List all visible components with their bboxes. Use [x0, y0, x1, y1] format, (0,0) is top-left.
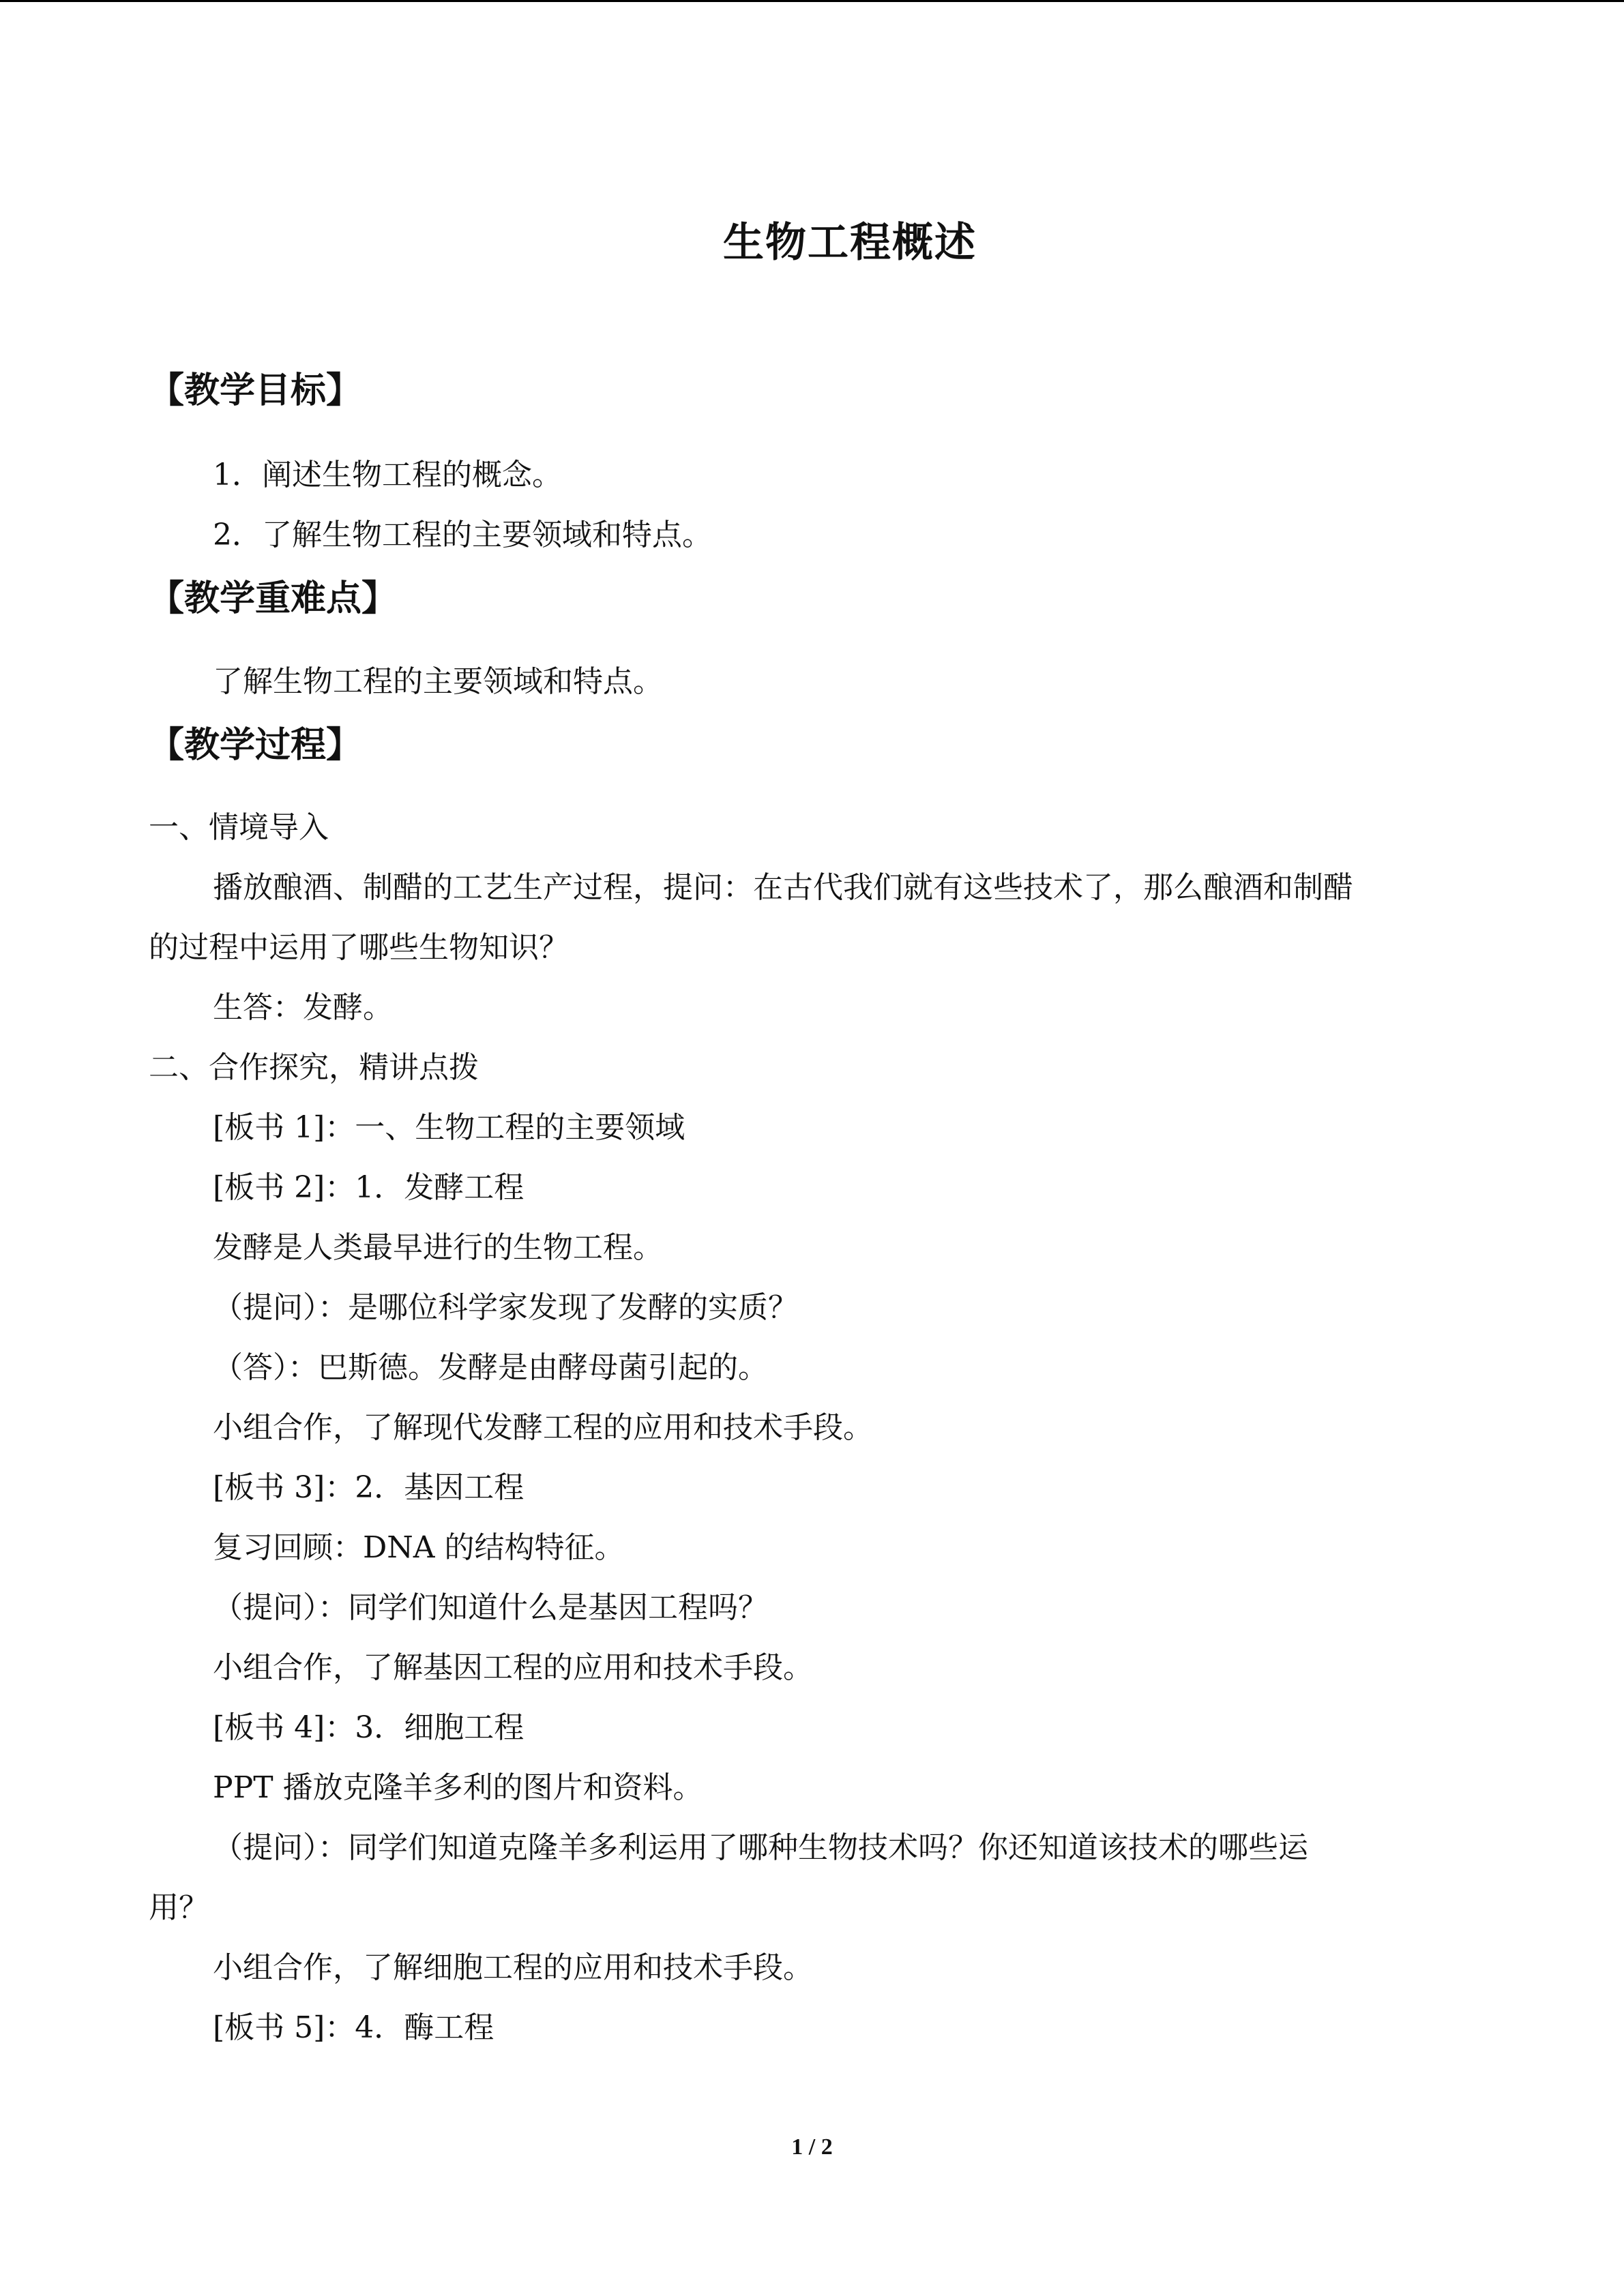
paragraph-line: 用？ [149, 1890, 209, 1925]
question-line: （提问）：同学们知道克隆羊多利运用了哪种生物技术吗？你还知道该技术的哪些运 [213, 1830, 1308, 1865]
paragraph-line: 的过程中运用了哪些生物知识？ [149, 930, 569, 965]
answer-line: （答）：巴斯德。发酵是由酵母菌引起的。 [213, 1350, 768, 1385]
paragraph-line: 发酵是人类最早进行的生物工程。 [213, 1230, 663, 1265]
paragraph-line: 小组合作，了解基因工程的应用和技术手段。 [213, 1650, 813, 1685]
heading-process: 【教学过程】 [149, 725, 362, 766]
paragraph-line: 复习回顾：DNA 的结构特征。 [213, 1530, 625, 1565]
document-title: 生物工程概述 [723, 219, 977, 267]
board-note: [板书 4]：3．细胞工程 [213, 1710, 525, 1745]
question-line: （提问）：是哪位科学家发现了发酵的实质？ [213, 1290, 798, 1325]
question-line: （提问）：同学们知道什么是基因工程吗？ [213, 1590, 768, 1625]
key-point-text: 了解生物工程的主要领域和特点。 [213, 664, 663, 699]
objective-item: 2．了解生物工程的主要领域和特点。 [213, 518, 712, 552]
board-note: [板书 5]：4．酶工程 [213, 2010, 494, 2045]
section-heading: 一、情境导入 [149, 810, 329, 845]
paragraph-line: 生答：发酵。 [213, 990, 393, 1025]
board-note: [板书 1]：一、生物工程的主要领域 [213, 1110, 685, 1145]
page-number: 1 / 2 [791, 2134, 833, 2160]
paragraph-line: 小组合作，了解细胞工程的应用和技术手段。 [213, 1950, 813, 1985]
board-note: [板书 2]：1．发酵工程 [213, 1170, 525, 1205]
heading-objectives: 【教学目标】 [149, 370, 362, 411]
paragraph-line: 播放酿酒、制醋的工艺生产过程，提问：在古代我们就有这些技术了，那么酿酒和制醋 [213, 870, 1353, 905]
paragraph-line: PPT 播放克隆羊多利的图片和资料。 [213, 1770, 703, 1805]
objective-item: 1．阐述生物工程的概念。 [213, 458, 562, 492]
section-heading: 二、合作探究，精讲点拨 [149, 1050, 479, 1085]
board-note: [板书 3]：2．基因工程 [213, 1470, 525, 1505]
heading-key-points: 【教学重难点】 [149, 578, 398, 619]
paragraph-line: 小组合作，了解现代发酵工程的应用和技术手段。 [213, 1410, 873, 1445]
top-border-line [0, 0, 1624, 2]
